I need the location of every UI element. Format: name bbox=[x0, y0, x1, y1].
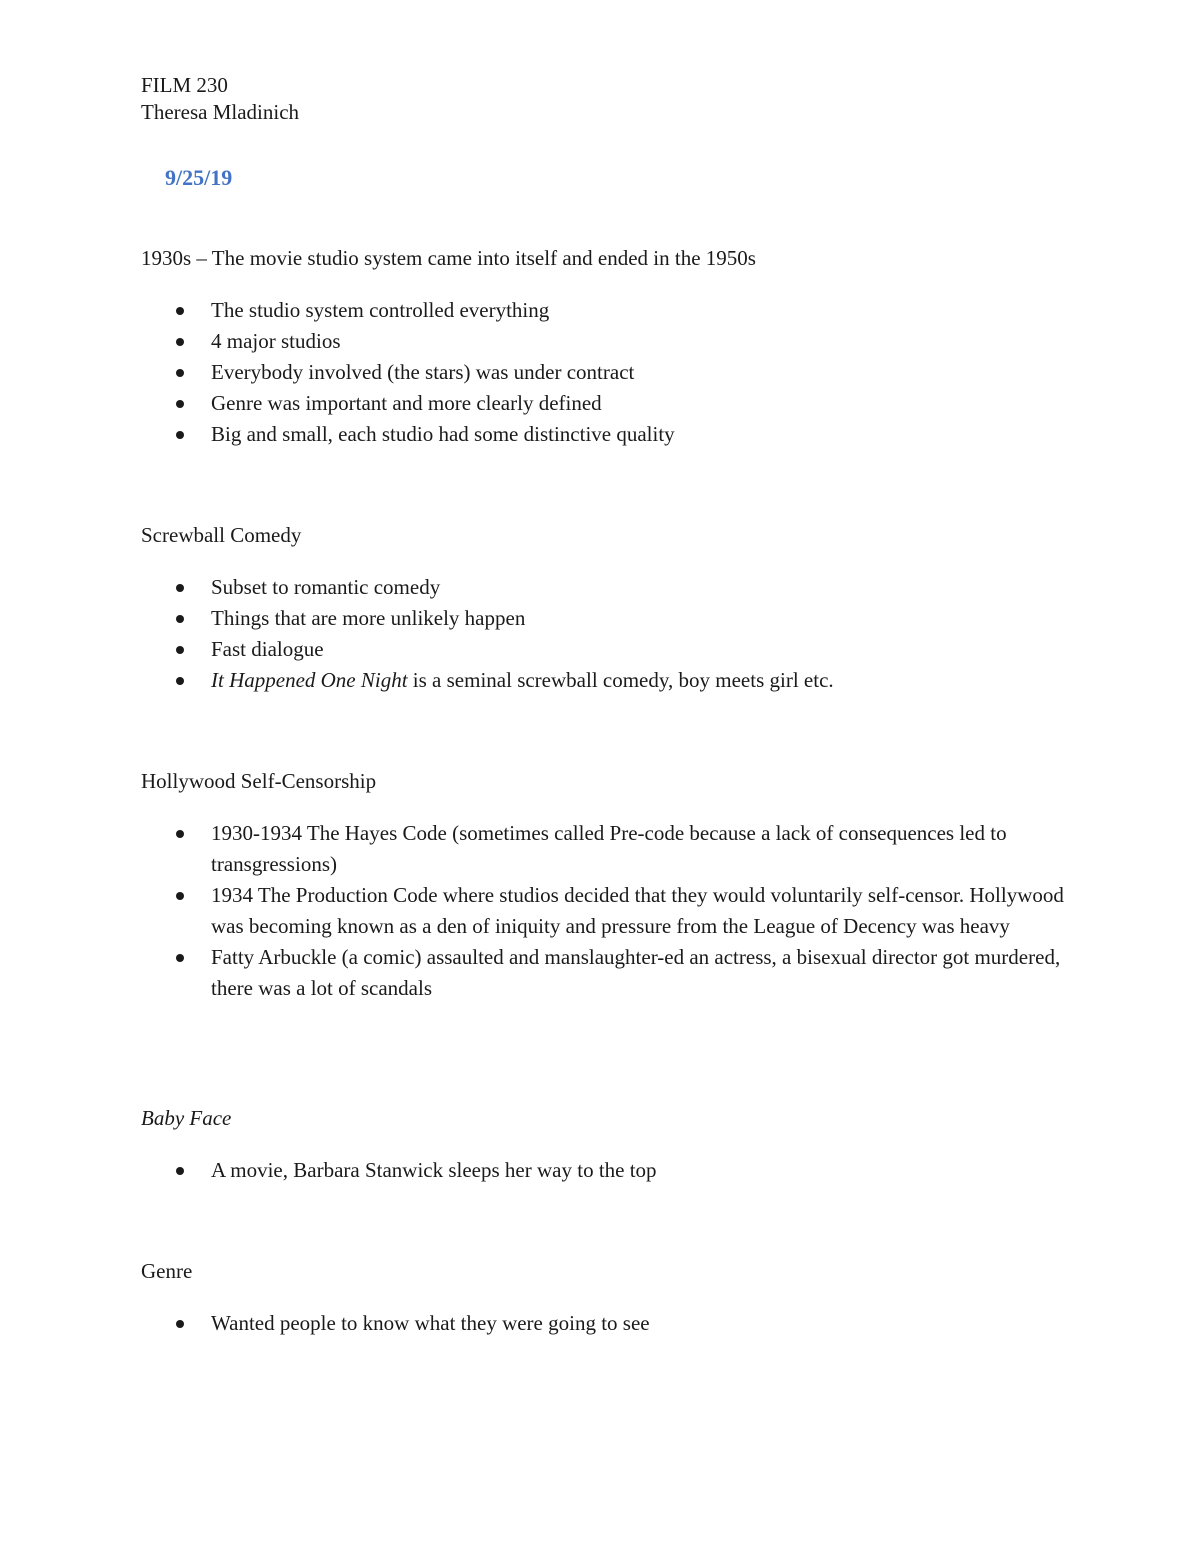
bullet-icon bbox=[176, 677, 184, 685]
list-item: 1930-1934 The Hayes Code (sometimes called Pre-code because a lack of consequences led to transgressions) bbox=[0, 818, 1071, 880]
section-heading: Screwball Comedy bbox=[141, 523, 302, 547]
section-heading: 1930s – The movie studio system came into itself and ended in the 1950s bbox=[141, 246, 756, 270]
list-item: Fatty Arbuckle (a comic) assaulted and manslaughter-ed an actress, a bisexual director got murdered, there was a lot of scandals bbox=[0, 942, 1071, 1004]
bullet-icon bbox=[176, 892, 184, 900]
bullet-icon bbox=[176, 307, 184, 315]
bullet-icon bbox=[176, 830, 184, 838]
list-item: Genre was important and more clearly defined bbox=[0, 388, 1071, 419]
author-name: Theresa Mladinich bbox=[141, 100, 300, 124]
bullet-icon bbox=[176, 1167, 184, 1175]
list-item: 4 major studios bbox=[0, 326, 1071, 357]
movie-title: It Happened One Night bbox=[211, 668, 408, 692]
list-item: It Happened One Night is a seminal screwball comedy, boy meets girl etc. bbox=[0, 665, 1071, 696]
section-heading: Genre bbox=[141, 1259, 193, 1283]
course-title: FILM 230 bbox=[141, 73, 228, 97]
bullet-icon bbox=[176, 338, 184, 346]
bullet-icon bbox=[176, 954, 184, 962]
bullet-icon bbox=[176, 1320, 184, 1328]
list-item: A movie, Barbara Stanwick sleeps her way to the top bbox=[0, 1155, 1071, 1186]
list-item: 1934 The Production Code where studios decided that they would voluntarily self-censor. Hollywood was becoming known as a den of iniquity and pressure from the League of Decency was heavy bbox=[0, 880, 1071, 942]
bullet-list bbox=[0, 572, 1071, 696]
bullet-list bbox=[0, 818, 1071, 1004]
bullet-icon bbox=[176, 584, 184, 592]
bullet-icon bbox=[176, 615, 184, 623]
list-item: Things that are more unlikely happen bbox=[0, 603, 1071, 634]
bullet-list bbox=[0, 1155, 1071, 1186]
bullet-icon bbox=[176, 646, 184, 654]
list-item: Big and small, each studio had some distinctive quality bbox=[0, 419, 1071, 450]
bullet-list bbox=[0, 1308, 1071, 1339]
list-item: Everybody involved (the stars) was under contract bbox=[0, 357, 1071, 388]
list-item: Subset to romantic comedy bbox=[0, 572, 1071, 603]
section-heading: Baby Face bbox=[141, 1106, 232, 1130]
bullet-list bbox=[0, 295, 1071, 450]
bullet-icon bbox=[176, 369, 184, 377]
bullet-icon bbox=[176, 400, 184, 408]
lecture-date: 9/25/19 bbox=[165, 165, 233, 190]
section-heading: Hollywood Self-Censorship bbox=[141, 769, 377, 793]
list-item: Fast dialogue bbox=[0, 634, 1071, 665]
list-item: Wanted people to know what they were going to see bbox=[0, 1308, 1071, 1339]
bullet-icon bbox=[176, 431, 184, 439]
list-item: The studio system controlled everything bbox=[0, 295, 1071, 326]
